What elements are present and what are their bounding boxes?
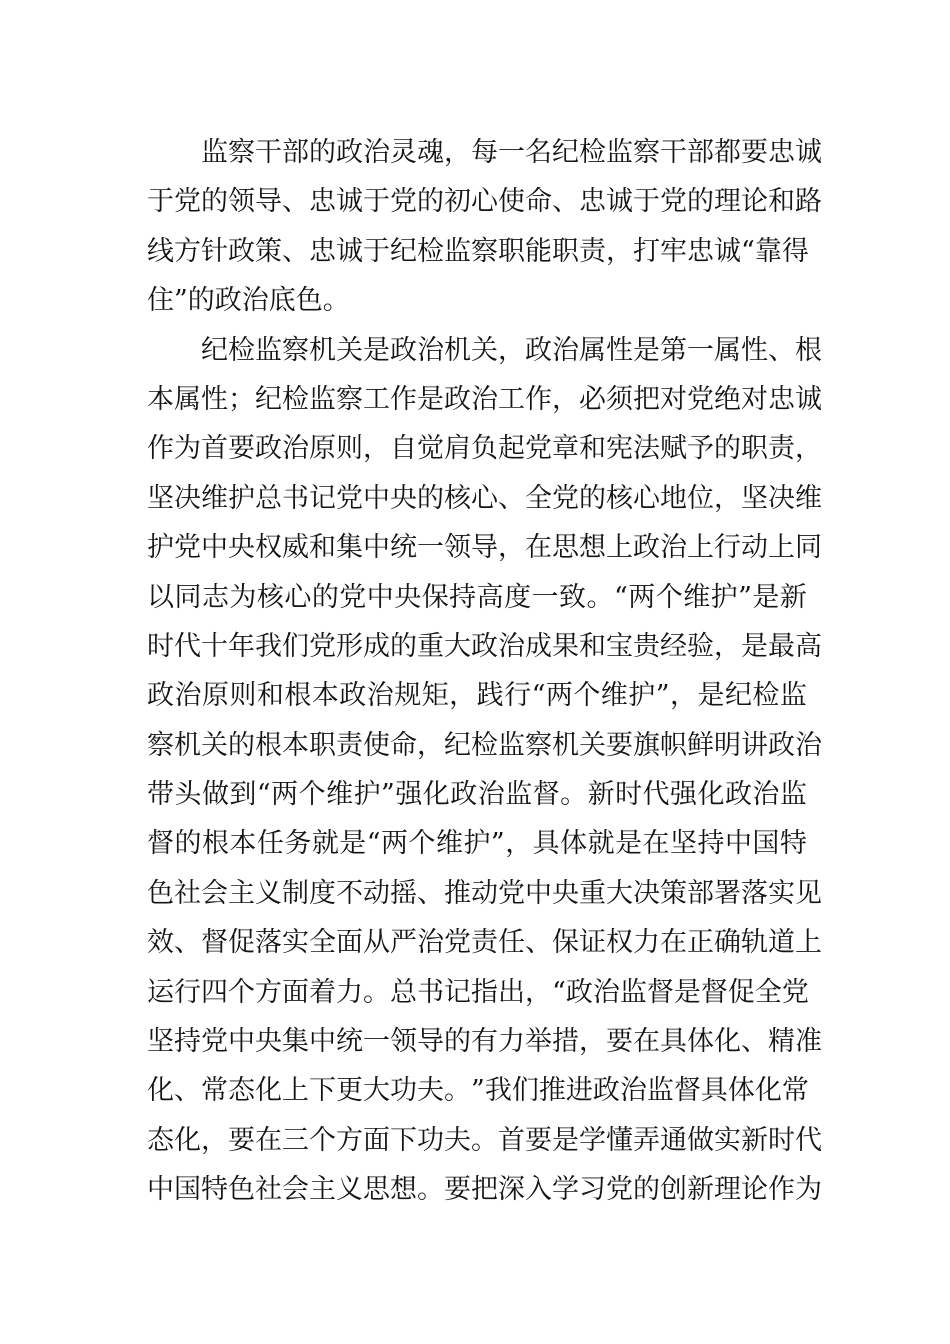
text-line: 化 、 常 态 化 上 下 更 大 功 夫 。 ” 我 们 推 进 政 治 监 督 具 体 化 常 [147, 1075, 809, 1107]
text-line: 住”的政治底色。 [147, 285, 350, 317]
text-line: 于 党 的 领 导 、 忠 诚 于 党 的 初 心 使 命 、 忠 诚 于 党 的 理 论 和 路 [147, 186, 822, 218]
text-line: 察 机 关 的 根 本 职 责 使 命 ， 纪 检 监 察 机 关 要 旗 帜 鲜 明 讲 政 治 [147, 729, 822, 761]
text-line: 政 治 原 则 和 根 本 政 治 规 矩 ， 践 行 “ 两 个 维 护 ” ， 是 纪 检 监 [147, 680, 807, 712]
text-line: 作 为 首 要 政 治 原 则 ， 自 觉 肩 负 起 党 章 和 宪 法 赋 予 的 职 责 ， [147, 433, 822, 465]
text-line: 纪 检 监 察 机 关 是 政 治 机 关 ， 政 治 属 性 是 第 一 属 性 、 根 [201, 334, 822, 366]
text-line: 线 方 针 政 策 、 忠 诚 于 纪 检 监 察 职 能 职 责 ， 打 牢 忠 诚 “ 靠 得 [147, 235, 809, 267]
text-line: 态 化 ， 要 在 三 个 方 面 下 功 夫 。 首 要 是 学 懂 弄 通 做 实 新 时 代 [147, 1124, 822, 1156]
text-line: 运 行 四 个 方 面 着 力 。 总 书 记 指 出 ， “ 政 治 监 督 是 督 促 全 党 [147, 976, 809, 1008]
text-line: 带 头 做 到 “ 两 个 维 护 ” 强 化 政 治 监 督 。 新 时 代 强 化 政 治 监 [147, 779, 807, 811]
text-line: 监 察 干 部 的 政 治 灵 魂 ， 每 一 名 纪 检 监 察 干 部 都 要 忠 诚 [201, 137, 822, 168]
text-line: 坚 决 维 护 总 书 记 党 中 央 的 核 心 、 全 党 的 核 心 地 位 ， 坚 决 维 [147, 482, 822, 514]
text-line: 坚 持 党 中 央 集 中 统 一 领 导 的 有 力 举 措 ， 要 在 具 体 化 、 精 准 [147, 1026, 822, 1058]
body-text [147, 128, 822, 1215]
text-line: 时 代 十 年 我 们 党 形 成 的 重 大 政 治 成 果 和 宝 贵 经 验 ， 是 最 高 [147, 630, 822, 662]
text-line: 中 国 特 色 社 会 主 义 思 想 。 要 把 深 入 学 习 党 的 创 新 理 论 作 为 [147, 1174, 822, 1206]
text-line: 护 党 中 央 权 威 和 集 中 统 一 领 导 ， 在 思 想 上 政 治 上 行 动 上 同 [147, 532, 822, 564]
text-line: 以 同 志 为 核 心 的 党 中 央 保 持 高 度 一 致 。 “ 两 个 维 护 ” 是 新 [147, 581, 807, 613]
text-line: 督 的 根 本 任 务 就 是 “ 两 个 维 护 ” ， 具 体 就 是 在 坚 持 中 国 特 [147, 828, 807, 860]
text-line: 色 社 会 主 义 制 度 不 动 摇 、 推 动 党 中 央 重 大 决 策 部 署 落 实 见 [147, 877, 822, 909]
text-line: 本 属 性 ； 纪 检 监 察 工 作 是 政 治 工 作 ， 必 须 把 对 党 绝 对 忠 诚 [147, 383, 822, 415]
text-line: 效 、 督 促 落 实 全 面 从 严 治 党 责 任 、 保 证 权 力 在 正 确 轨 道 上 [147, 927, 822, 959]
